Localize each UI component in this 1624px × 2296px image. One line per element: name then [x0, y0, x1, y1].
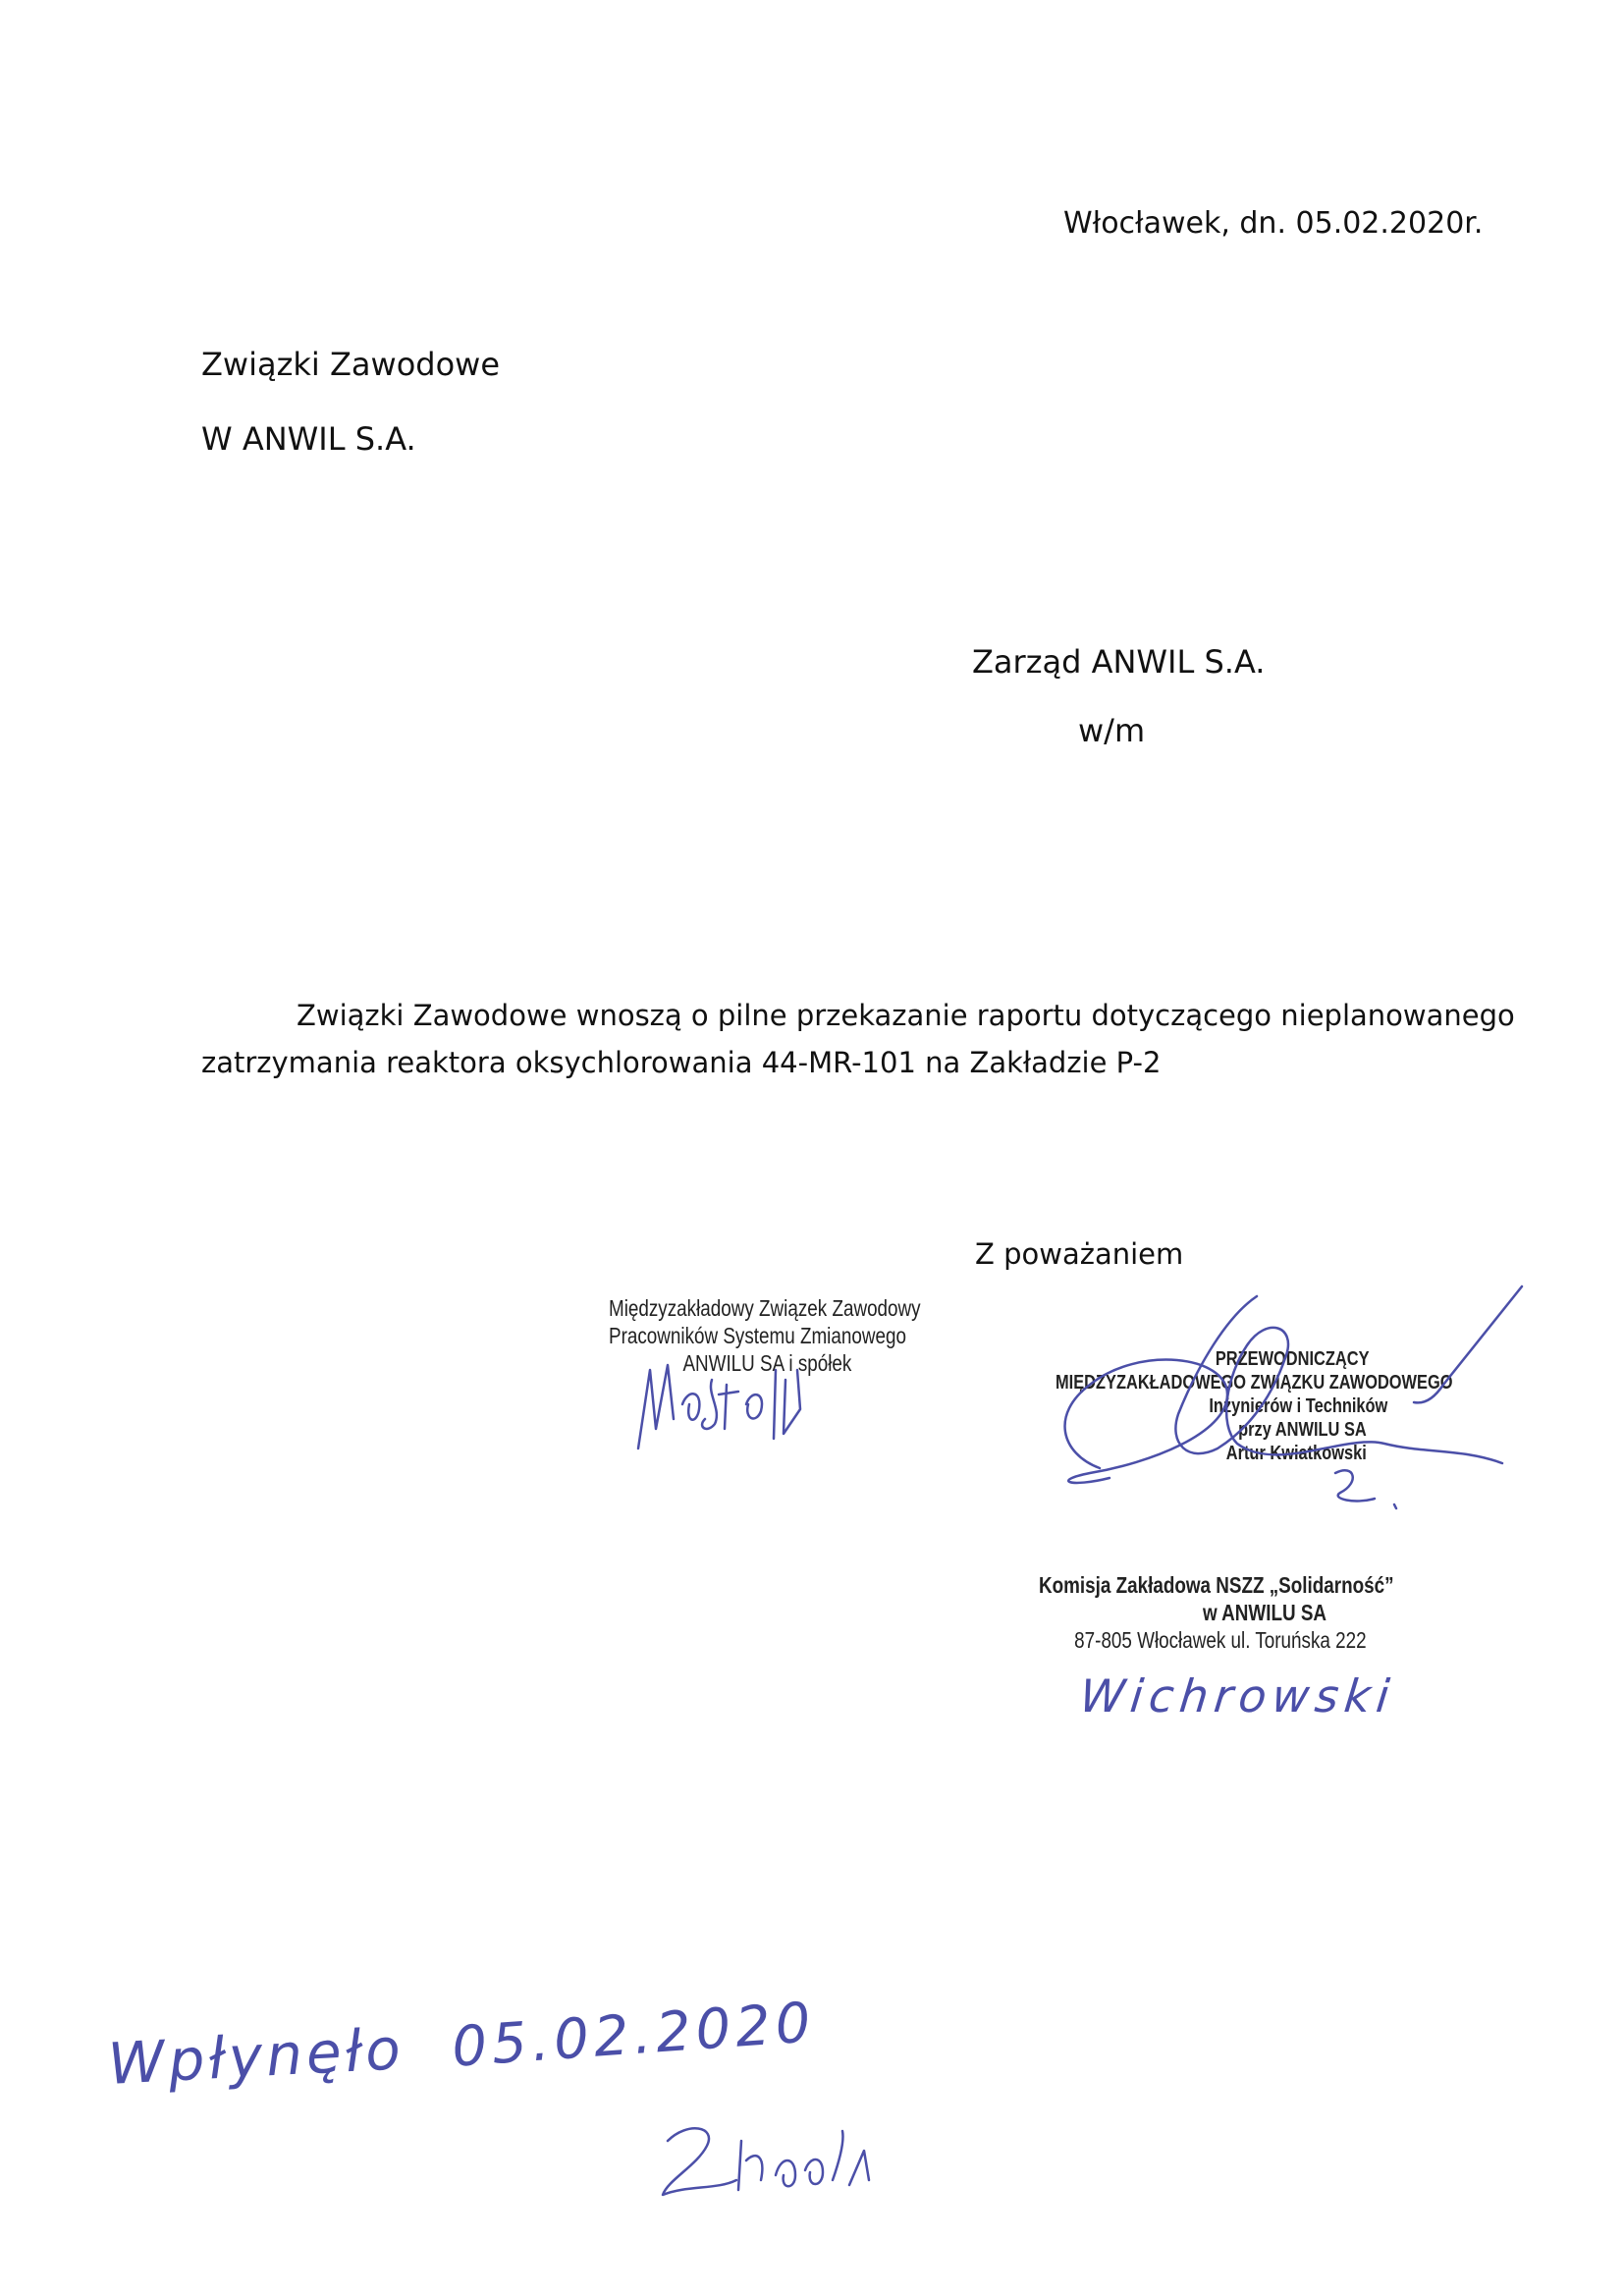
- received-note: Wpłynęło: [106, 2015, 406, 2098]
- stamp-right-line-5: Artur Kwiatkowski: [1225, 1443, 1367, 1464]
- signature-bottom: Wichrowski: [1077, 1669, 1398, 1722]
- signature-left-icon: [628, 1350, 864, 1458]
- signature-right-icon: [1031, 1277, 1542, 1522]
- sender-line-2: W ANWIL S.A.: [201, 420, 416, 458]
- stamp-bottom: [1039, 1571, 1394, 1654]
- received-date: 05.02.2020: [450, 1991, 818, 2080]
- stamp-left-line-3: ANWILU SA i spółek: [682, 1350, 852, 1376]
- stamp-right-line-1: PRZEWODNICZĄCY: [1215, 1348, 1370, 1370]
- body-line-2: zatrzymania reaktora oksychlorowania 44-MR-101 na Zakładzie P-2: [201, 1046, 1162, 1079]
- stamp-left-line-1: Międzyzakładowy Związek Zawodowy: [609, 1295, 921, 1321]
- sender-line-1: Związki Zawodowe: [201, 346, 501, 383]
- recipient-line-2: w/m: [1078, 712, 1146, 749]
- signature-receiver-icon: [648, 2102, 884, 2210]
- closing: Z poważaniem: [975, 1237, 1184, 1271]
- stamp-bottom-line-3: 87-805 Włocławek ul. Toruńska 222: [1074, 1627, 1367, 1653]
- stamp-right-line-3: Inżynierów i Techników: [1209, 1395, 1388, 1417]
- stamp-bottom-line-1: Komisja Zakładowa NSZZ „Solidarność”: [1039, 1572, 1394, 1598]
- stamp-right-line-2: MIĘDZYZAKŁADOWEGO ZWIĄZKU ZAWODOWEGO: [1056, 1372, 1453, 1394]
- stamp-left-line-2: Pracowników Systemu Zmianowego: [609, 1323, 906, 1348]
- place-date: Włocławek, dn. 05.02.2020r.: [1063, 206, 1484, 241]
- stamp-right-line-4: przy ANWILU SA: [1238, 1419, 1367, 1441]
- recipient-line-1: Zarząd ANWIL S.A.: [972, 643, 1266, 681]
- body-line-1: Związki Zawodowe wnoszą o pilne przekazanie raportu dotyczącego nieplanowanego: [297, 999, 1515, 1032]
- stamp-bottom-line-2: w ANWILU SA: [1202, 1600, 1327, 1625]
